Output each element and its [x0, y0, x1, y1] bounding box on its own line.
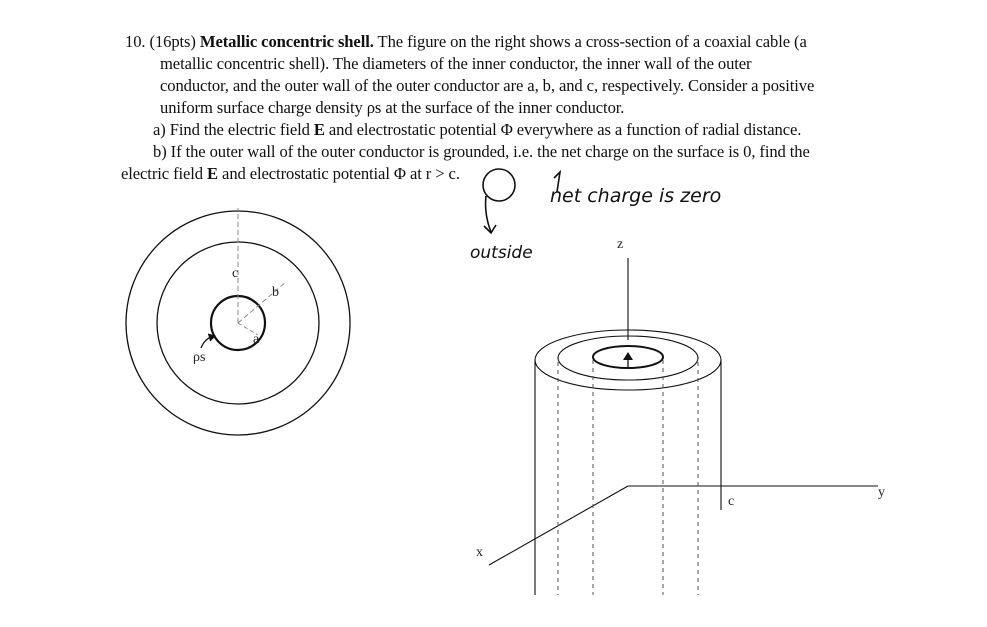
label-rho: ρs: [193, 350, 206, 365]
rho-symbol: ρs: [366, 98, 382, 117]
cross-section-figure: [126, 208, 350, 435]
axis-z-label: z: [617, 237, 624, 252]
part-a-text: a) Find the electric field: [153, 120, 314, 139]
handwritten-arrow: [486, 196, 491, 232]
problem-line-2: metallic concentric shell). The diameters of the inner conductor, the inner wall of the outer: [160, 54, 752, 73]
axis-y-label: y: [878, 485, 885, 500]
problem-title: Metallic concentric shell.: [199, 32, 374, 51]
handwritten-circle: [483, 169, 515, 201]
part-a-end: and electrostatic potential Φ everywhere as a function of radial distance.: [324, 120, 802, 139]
axis-x-label: x: [476, 545, 483, 560]
label-b: b: [272, 285, 279, 300]
problem-line-3: conductor, and the outer wall of the outer conductor are a, b, and c, respectively. Consider a positive: [160, 76, 815, 95]
field-symbol: E: [313, 120, 325, 139]
label-c-right: c: [728, 494, 735, 509]
problem-points: (16pts): [149, 32, 196, 51]
handwritten-annotations: [470, 169, 721, 263]
part-b-text: electric field: [121, 164, 208, 183]
handwritten-outside: outside: [470, 243, 533, 263]
part-b-end: and electrostatic potential Φ at r > c.: [218, 164, 460, 183]
handwritten-note: net charge is zero: [550, 185, 722, 207]
problem-line-1-text: The figure on the right shows a cross-section of a coaxial cable (a: [377, 32, 807, 51]
charge-arrow-head: [623, 352, 633, 360]
problem-line-4-end: at the surface of the inner conductor.: [381, 98, 625, 117]
label-a: a: [253, 332, 260, 347]
label-c: c: [232, 266, 239, 281]
part-b-line-1: b) If the outer wall of the outer conductor is grounded, i.e. the net charge on the surface is 0, find the: [153, 142, 810, 161]
problem-line-4-text: uniform surface charge density: [160, 98, 367, 117]
field-symbol-b: E: [207, 164, 218, 183]
problem-number: 10.: [125, 32, 146, 51]
coaxial-cable-figure: [476, 237, 885, 595]
